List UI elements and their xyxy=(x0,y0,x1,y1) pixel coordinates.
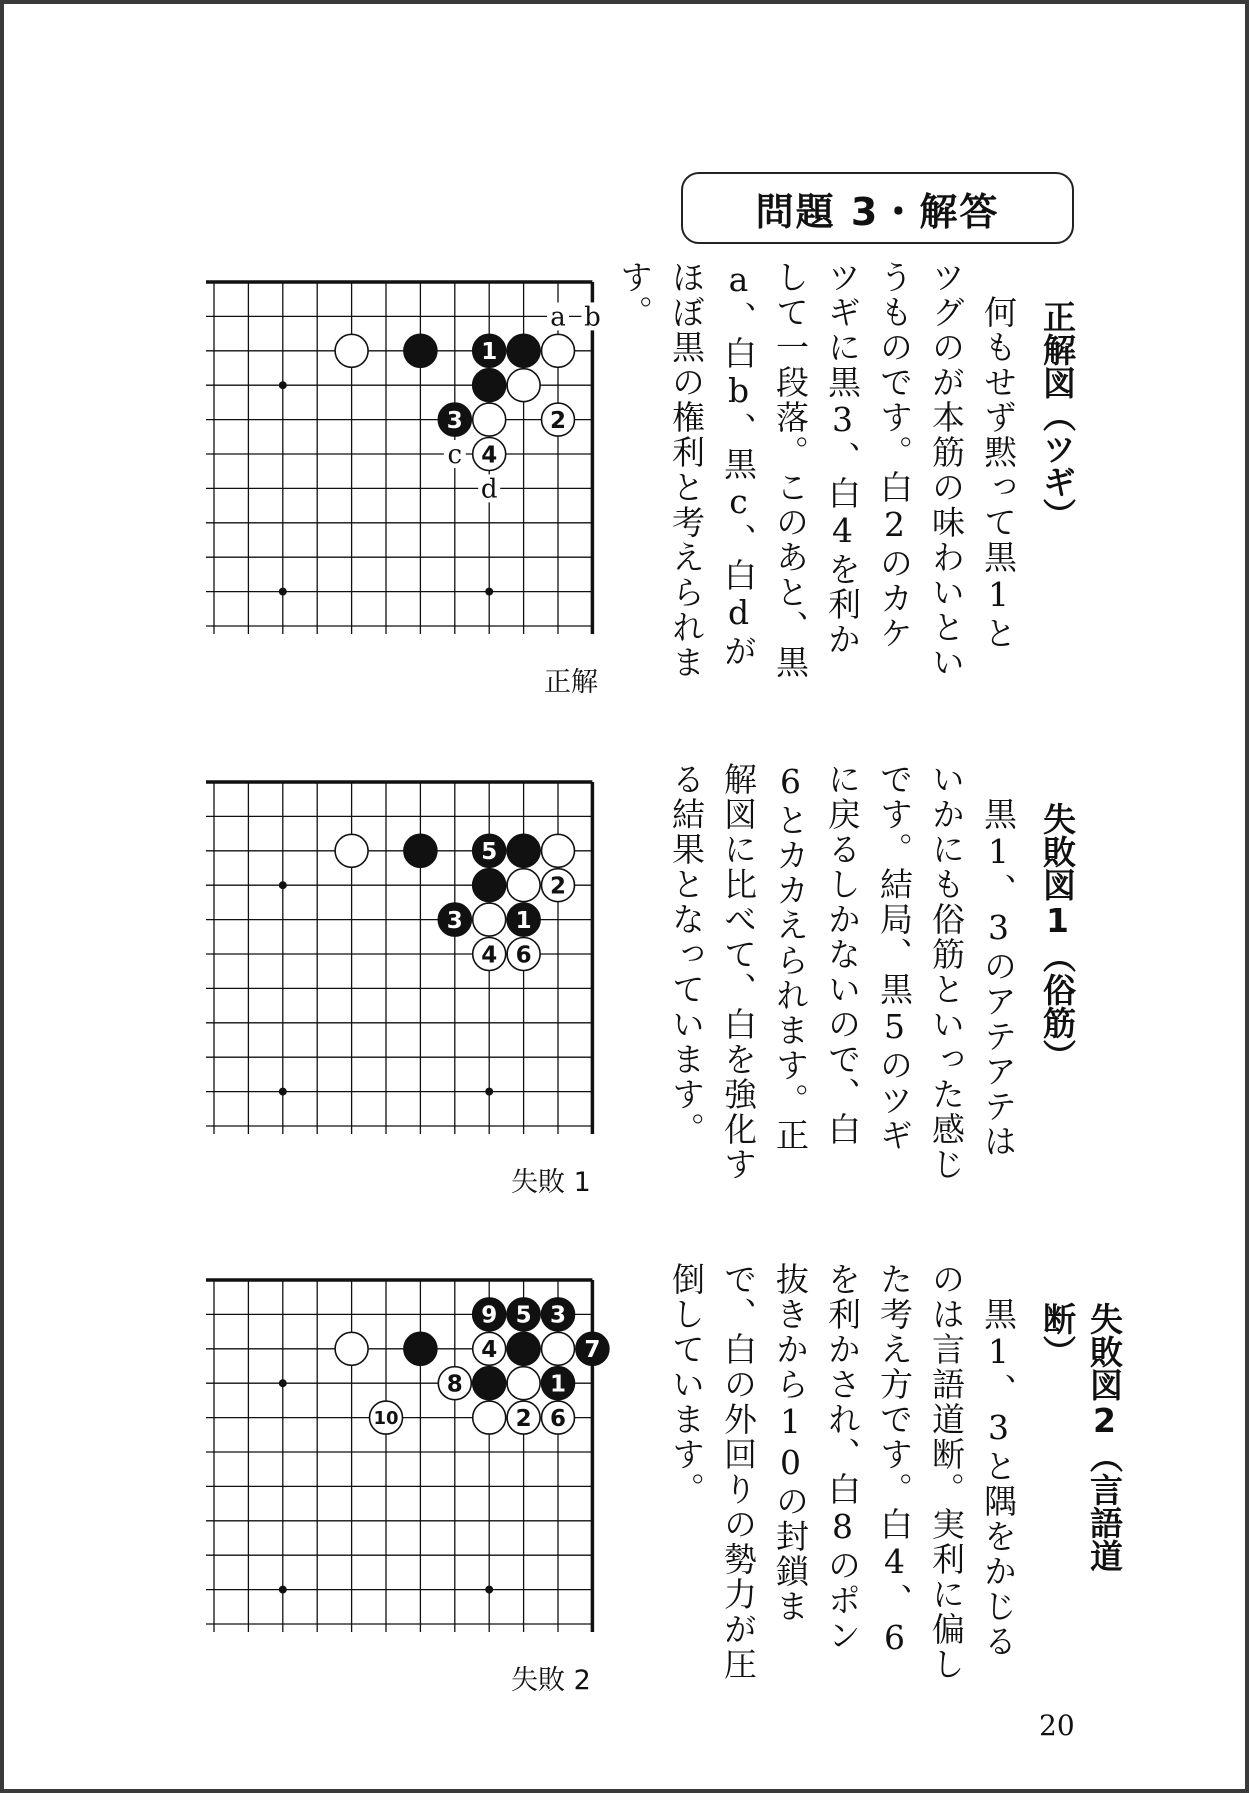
section-2-heading: 失敗図1（俗筋） xyxy=(1038,802,1077,1072)
letter-marker: b xyxy=(584,302,601,333)
diagram-caption-correct: 正解 xyxy=(544,667,598,698)
stone-move-number: 2 xyxy=(515,1405,532,1432)
go-diagrams xyxy=(4,4,1245,1789)
stone-move-number: 1 xyxy=(549,1371,567,1398)
letter-marker: d xyxy=(480,474,498,505)
star-point xyxy=(279,1586,287,1594)
stone-move-number: 6 xyxy=(549,1405,567,1432)
stone-move-number: 9 xyxy=(481,1302,498,1329)
stone-move-number: 7 xyxy=(584,1337,601,1364)
section-3-heading: 失敗図2（言語道断） xyxy=(1038,1302,1124,1572)
white-stone xyxy=(335,334,368,367)
stone-move-number: 1 xyxy=(481,339,498,366)
star-point xyxy=(279,881,287,889)
stone-move-number: 1 xyxy=(515,907,532,934)
black-stone xyxy=(473,1367,506,1400)
star-point xyxy=(279,588,287,596)
section-1-heading: 正解図（ツギ） xyxy=(1038,300,1077,531)
black-stone xyxy=(507,1332,540,1365)
stone-move-number: 2 xyxy=(549,407,567,434)
star-point xyxy=(485,1088,493,1096)
star-point xyxy=(279,1088,287,1096)
white-stone xyxy=(507,369,540,402)
black-stone xyxy=(473,869,506,902)
stone-move-number: 3 xyxy=(549,1302,567,1329)
letter-marker: c xyxy=(447,440,463,470)
page xyxy=(4,4,1245,1789)
stone-move-number: 3 xyxy=(446,407,463,434)
white-stone xyxy=(473,403,506,436)
section-3-paragraph: 黒1、3と隅をかじるのは言語道断。実利に偏した考え方です。白4、6を利かされ、白8のポン抜きから10の封鎖まで、白の外回りの勢力が圧倒しています。 xyxy=(667,1262,1018,1682)
go-board-failure-2 xyxy=(206,1280,609,1632)
star-point xyxy=(279,381,287,389)
diagram-caption-failure-2: 失敗 2 xyxy=(511,1665,591,1696)
black-stone xyxy=(507,334,540,367)
diagram-caption-failure-1: 失敗 1 xyxy=(511,1167,591,1198)
white-stone xyxy=(335,834,368,867)
stone-move-number: 4 xyxy=(481,942,498,969)
stone-move-number: 4 xyxy=(481,1337,498,1364)
star-point xyxy=(485,588,493,596)
black-stone xyxy=(404,834,437,867)
stone-move-number: 3 xyxy=(446,907,463,934)
stone-move-number: 2 xyxy=(549,873,567,900)
black-stone xyxy=(404,1332,437,1365)
stone-move-number: 5 xyxy=(515,1302,532,1329)
white-stone xyxy=(542,834,575,867)
stone-move-number: 6 xyxy=(515,942,532,969)
star-point xyxy=(485,1586,493,1594)
section-2-paragraph: 黒1、3のアテアテはいかにも俗筋といった感じです。結局、黒5のツギに戻るしかないので、白6とカカえられます。正解図に比べて、白を強化する結果となっています。 xyxy=(667,762,1018,1182)
stone-move-number: 4 xyxy=(481,442,498,469)
white-stone xyxy=(542,1332,575,1365)
stone-move-number: 8 xyxy=(446,1371,463,1398)
black-stone xyxy=(473,369,506,402)
white-stone xyxy=(507,1367,540,1400)
letter-marker: a xyxy=(550,302,566,333)
black-stone xyxy=(507,834,540,867)
page-title: 問題 3・解答 xyxy=(681,172,1074,244)
white-stone xyxy=(473,903,506,936)
black-stone xyxy=(404,334,437,367)
white-stone xyxy=(507,869,540,902)
white-stone xyxy=(335,1332,368,1365)
white-stone xyxy=(542,334,575,367)
section-1-paragraph: 何もせず黙って黒1とツグのが本筋の味わいというものです。白2のカケツギに黒3、白4を利かして一段落。このあと、黒a、白b、黒c、白dがほぼ黒の権利と考えられます。 xyxy=(615,260,1018,680)
go-board-correct xyxy=(206,282,603,634)
star-point xyxy=(279,1379,287,1387)
go-board-failure-1 xyxy=(206,782,592,1134)
stone-move-number: 5 xyxy=(481,839,498,866)
page-number: 20 xyxy=(1039,1709,1075,1742)
stone-move-number: 10 xyxy=(373,1408,399,1430)
white-stone xyxy=(473,1401,506,1434)
